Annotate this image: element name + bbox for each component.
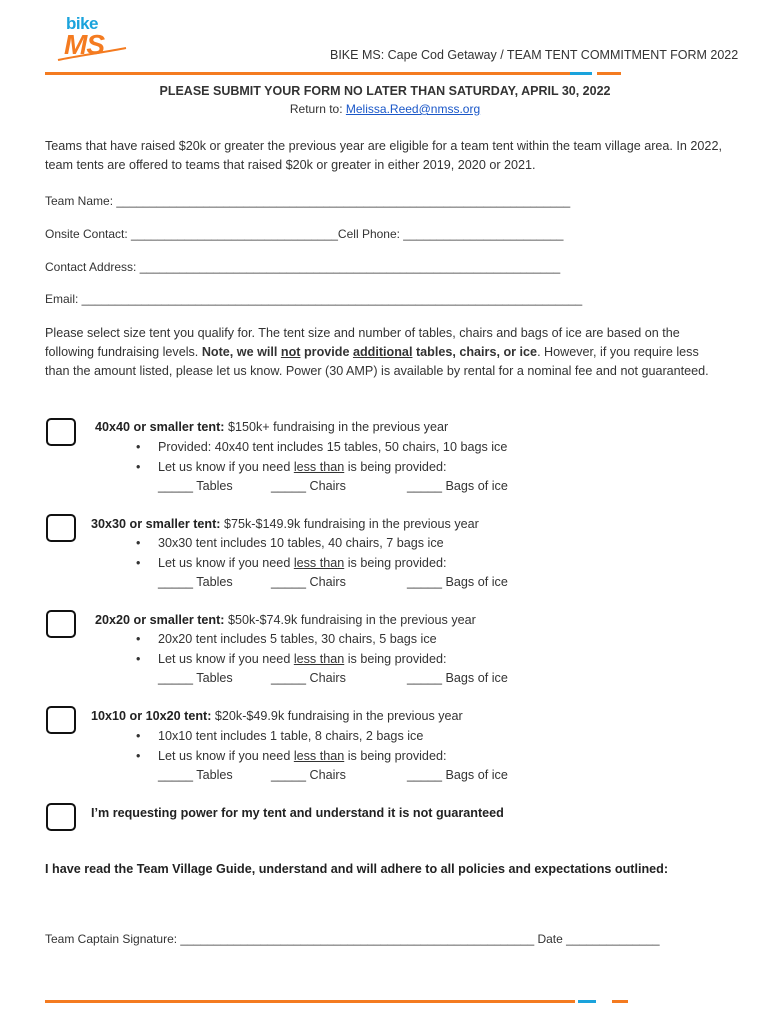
return-to-label: Return to: (289, 102, 346, 116)
option-title (95, 613, 476, 627)
option-title (95, 420, 448, 434)
bullet-text: Let us know if you need (158, 556, 294, 570)
bullet-text: is being provided: (344, 652, 447, 666)
header-divider-accent (597, 72, 621, 75)
bullet-text: 10x10 tent includes 1 table, 8 chairs, 2 bags ice (158, 729, 424, 743)
selection-text: Please select size tent you qualify for. The tent size and number of tables, chairs and bags of ice are based on the following fundraising levels. (45, 326, 680, 359)
header-title: BIKE MS: Cape Cod Getaway / TEAM TENT COMMITMENT FORM 2022 (330, 48, 739, 62)
contact-address-field[interactable]: Contact Address: _______________________________________________________________ (45, 260, 561, 274)
logo-bike-text: bike (66, 14, 99, 33)
bullet-less-than (136, 556, 447, 570)
ice-blank[interactable]: _____ Bags of ice (407, 479, 508, 493)
option-title-bold: 20x20 or smaller tent: (95, 613, 225, 627)
bullet-glyph: • (136, 729, 141, 743)
bullet-glyph: • (136, 652, 141, 666)
header-divider (45, 72, 570, 75)
bullet-text: 30x30 tent includes 10 tables, 40 chairs, 7 bags ice (158, 536, 444, 550)
bullet-glyph: • (136, 749, 141, 763)
ice-blank[interactable]: _____ Bags of ice (407, 575, 508, 589)
return-email-link[interactable]: Melissa.Reed@nmss.org (345, 102, 481, 116)
logo-ms-text: MS (64, 29, 104, 60)
bullet-less-than (136, 749, 447, 763)
tent-40x40-checkbox[interactable] (46, 418, 76, 446)
return-to-line (0, 102, 770, 116)
bullet-glyph: • (136, 536, 141, 550)
tables-blank[interactable]: _____ Tables (158, 768, 233, 782)
bullet-text: Let us know if you need (158, 460, 294, 474)
bullet-text: Let us know if you need (158, 749, 294, 763)
bullet-glyph: • (136, 556, 141, 570)
chairs-blank[interactable]: _____ Chairs (271, 479, 346, 493)
bullet-provided (136, 729, 424, 743)
option-title-bold: 10x10 or 10x20 tent: (91, 709, 212, 723)
less-than-underlined: less than (293, 652, 345, 666)
option-title-bold: 30x30 or smaller tent: (91, 517, 221, 531)
bullet-glyph: • (136, 460, 141, 474)
option-title (91, 517, 479, 531)
note-not: not (280, 345, 301, 359)
bullet-less-than (136, 460, 447, 474)
email-field[interactable]: Email: ___________________________________________________________________________ (45, 292, 583, 306)
chairs-blank[interactable]: _____ Chairs (271, 768, 346, 782)
onsite-contact-field[interactable] (45, 227, 563, 241)
note-text: Note, we will (201, 345, 281, 359)
note-text: provide (300, 345, 353, 359)
option-title-rest: $50k-$74.9k fundraising in the previous year (224, 613, 476, 627)
power-request-checkbox[interactable] (46, 803, 76, 831)
ice-blank[interactable]: _____ Bags of ice (407, 671, 508, 685)
cell-phone-label: _____Cell Phone: ________________________ (304, 227, 564, 241)
bullet-glyph: • (136, 440, 141, 454)
bullet-less-than (136, 652, 447, 666)
note-additional: additional (352, 345, 413, 359)
option-title (91, 709, 463, 723)
header-divider-accent (570, 72, 592, 75)
tables-blank[interactable]: _____ Tables (158, 671, 233, 685)
power-request-label: I’m requesting power for my tent and understand it is not guaranteed (91, 806, 504, 820)
footer-divider-accent (578, 1000, 596, 1003)
note-text: tables, chairs, or ice (412, 345, 538, 359)
chairs-blank[interactable]: _____ Chairs (271, 575, 346, 589)
deadline-notice: PLEASE SUBMIT YOUR FORM NO LATER THAN SATURDAY, APRIL 30, 2022 (159, 84, 611, 98)
acknowledgement-statement: I have read the Team Village Guide, understand and will adhere to all policies and expectations outlined: (45, 862, 669, 876)
signature-date-field[interactable]: Team Captain Signature: _____________________________________________________ Date ______________ (45, 932, 660, 946)
bullet-provided (136, 536, 444, 550)
option-title-rest: $20k-$49.9k fundraising in the previous year (211, 709, 463, 723)
onsite-contact-label: Onsite Contact: __________________________ (45, 227, 305, 241)
tables-blank[interactable]: _____ Tables (158, 479, 233, 493)
less-than-underlined: less than (293, 460, 345, 474)
bullet-provided (136, 440, 508, 454)
ice-blank[interactable]: _____ Bags of ice (407, 768, 508, 782)
less-than-underlined: less than (293, 749, 345, 763)
bullet-text: 20x20 tent includes 5 tables, 30 chairs, 5 bags ice (158, 632, 437, 646)
bullet-text: is being provided: (344, 556, 447, 570)
tables-blank[interactable]: _____ Tables (158, 575, 233, 589)
intro-paragraph: Teams that have raised $20k or greater the previous year are eligible for a team tent within the team village area. In 2022, team tents are offered to teams that raised $20k or greater in either 2019, 2020 or 2021. (45, 139, 722, 172)
bullet-glyph: • (136, 632, 141, 646)
bullet-text: Provided: 40x40 tent includes 15 tables, 50 chairs, 10 bags ice (158, 440, 508, 454)
option-title-rest: $150k+ fundraising in the previous year (224, 420, 449, 434)
bullet-text: is being provided: (344, 460, 447, 474)
less-than-underlined: less than (293, 556, 345, 570)
footer-divider-accent (612, 1000, 628, 1003)
option-title-bold: 40x40 or smaller tent: (95, 420, 225, 434)
team-name-field[interactable]: Team Name: ____________________________________________________________________ (45, 194, 571, 208)
bullet-text: is being provided: (344, 749, 447, 763)
bullet-text: Let us know if you need (158, 652, 294, 666)
bullet-provided (136, 632, 437, 646)
selection-text: . However, if you require less than the amount listed, please let us know. Power (30 AMP) is available by rental for a nominal fee and not guaranteed. (45, 345, 709, 378)
footer-divider (45, 1000, 575, 1003)
chairs-blank[interactable]: _____ Chairs (271, 671, 346, 685)
option-title-rest: $75k-$149.9k fundraising in the previous year (220, 517, 479, 531)
tent-10x10-checkbox[interactable] (46, 706, 76, 734)
tent-20x20-checkbox[interactable] (46, 610, 76, 638)
tent-30x30-checkbox[interactable] (46, 514, 76, 542)
tent-selection-paragraph (45, 324, 725, 381)
